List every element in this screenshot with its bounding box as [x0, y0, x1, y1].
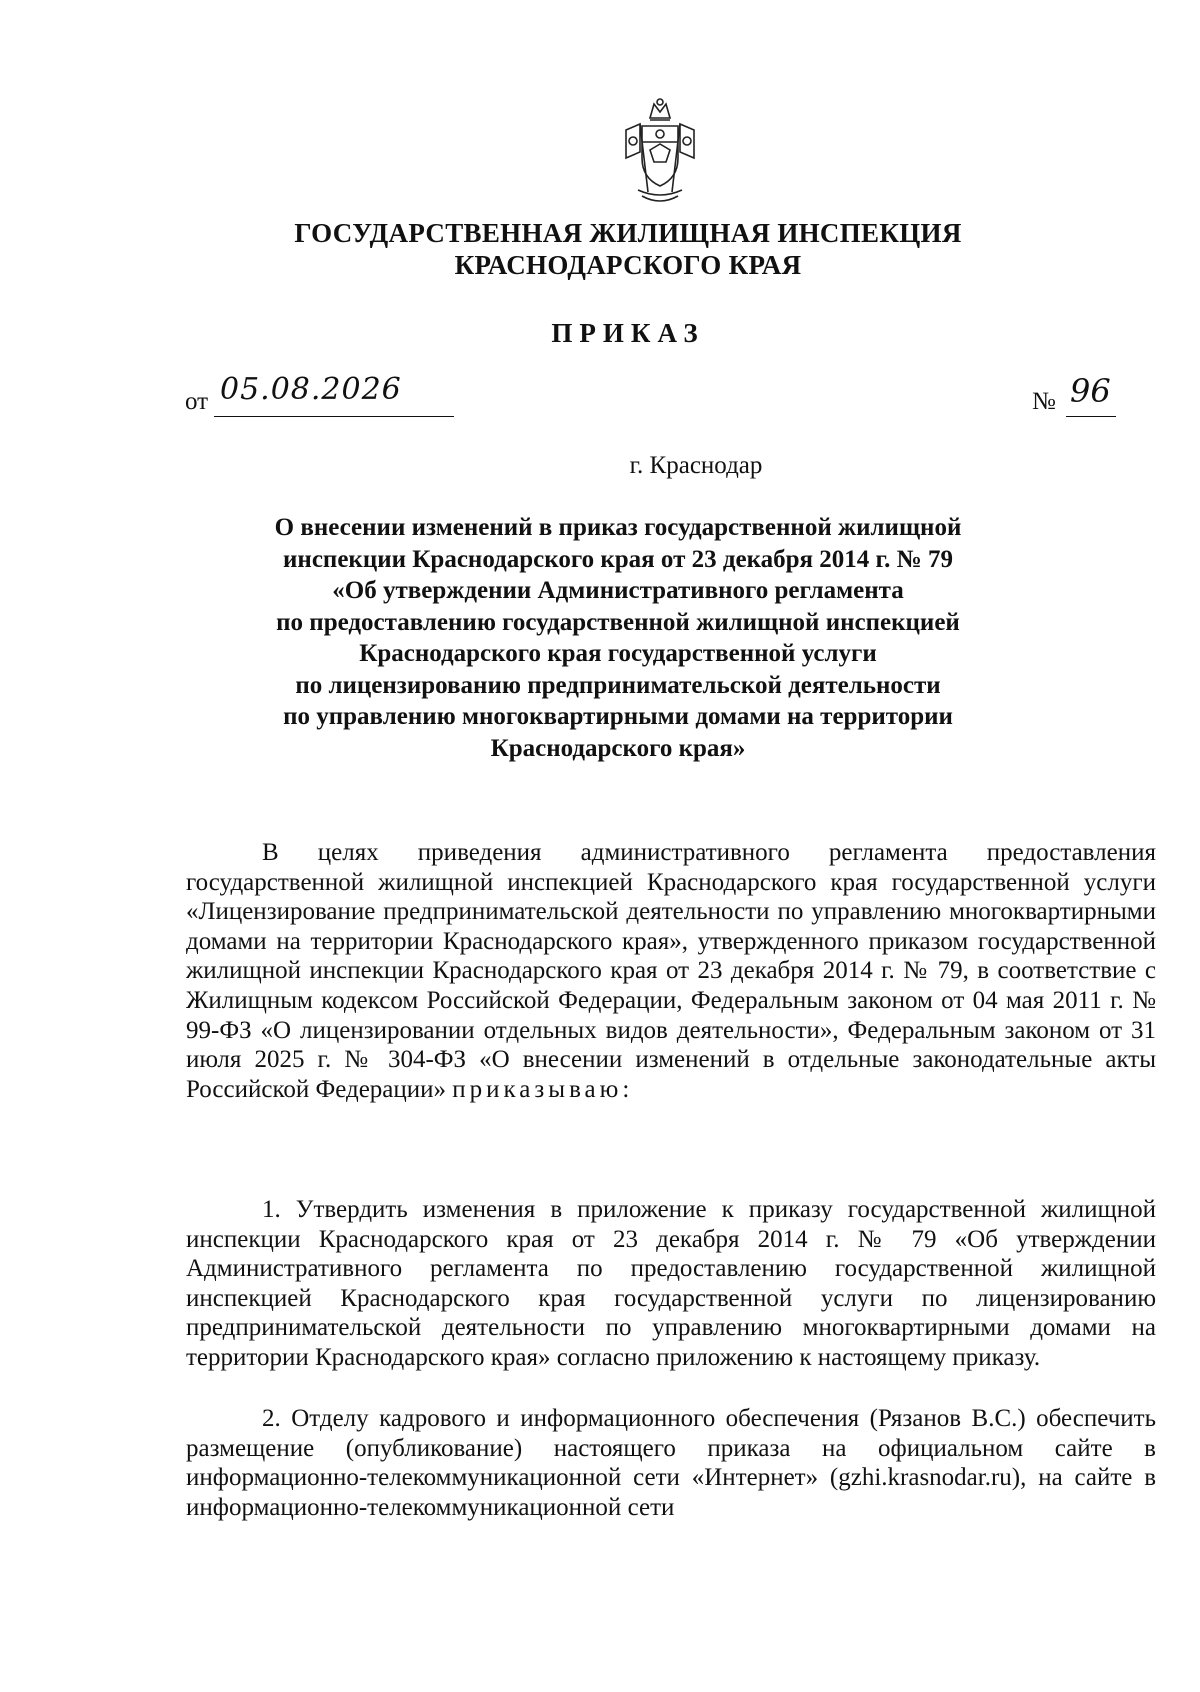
title-line: О внесении изменений в приказ государственной жилищной [274, 514, 962, 541]
title-line: Краснодарского края государственной услуги [359, 640, 877, 667]
item-1-text: 1. Утвердить изменения в приложение к приказу государственной жилищной инспекции Краснодарского края от 23 декабря 2014 г. № 79 «Об утверждении Административного регламента по предоставлению государственной жилищной инспекцией Краснодарского края государственной услуги по лицензированию предпринимательской деятельности по управлению многоквартирными домами на территории Краснодарского края» согласно приложению к настоящему приказу. [186, 1196, 1156, 1371]
item-2-text: 2. Отделу кадрового и информационного обеспечения (Рязанов В.С.) обеспечить размещение (опубликование) настоящего приказа на официальном сайте в информационно-телекоммуникационной сети «Интернет» (gzhi.krasnodar.ru), на сайте в информационно-телекоммуникационной сети [186, 1405, 1156, 1521]
preamble-text: В целях приведения административного регламента предоставления государственной жилищной инспекцией Краснодарского края государственной услуги «Лицензирование предпринимательской деятельности по управлению многоквартирными домами на территории Краснодарского края», утвержденного приказом государственной жилищной инспекции Краснодарского края от 23 декабря 2014 г. № 79, в соответствие с Жилищным кодексом Российской Федерации, Федеральным законом от 04 мая 2011 г. № 99-ФЗ «О лицензировании отдельных видов деятельности», Федеральным законом от 31 июля 2025 г. № 304-ФЗ «О внесении изменений в отдельные законодательные акты Российской Федерации» [186, 839, 1156, 1103]
title-line: инспекции Краснодарского края от 23 декабря 2014 г. № 79 [283, 545, 953, 573]
number-prefix: № [1032, 388, 1056, 415]
number-underline [1066, 416, 1116, 417]
number-value-handwritten: 96 [1070, 372, 1111, 410]
title-line: по предоставлению государственной жилищной инспекцией [276, 608, 960, 636]
date-prefix: от [185, 388, 209, 415]
title-line: Краснодарского края» [490, 734, 746, 762]
order-word: приказываю: [452, 1075, 634, 1103]
date-number-row [0, 372, 1200, 422]
krasnodar-coat-of-arms-icon [620, 96, 700, 208]
date-underline [214, 416, 454, 417]
city: г. Краснодар [629, 452, 763, 479]
date-value-handwritten: 05.08.2026 [220, 372, 402, 407]
document-type: ПРИКАЗ [551, 318, 705, 348]
title-line: «Об утверждении Административного регламента [332, 577, 904, 604]
item-2-paragraph [186, 1404, 1156, 1522]
title-line: по лицензированию предпринимательской деятельности [295, 671, 941, 699]
title-line: по управлению многоквартирными домами на территории [283, 703, 953, 730]
organization-name-line2: КРАСНОДАРСКОГО КРАЯ [454, 250, 802, 280]
organization-name-line1: ГОСУДАРСТВЕННАЯ ЖИЛИЩНАЯ ИНСПЕКЦИЯ [294, 218, 962, 248]
document-title [196, 512, 1040, 764]
item-1-paragraph [186, 1195, 1156, 1373]
preamble-paragraph [186, 838, 1156, 1104]
